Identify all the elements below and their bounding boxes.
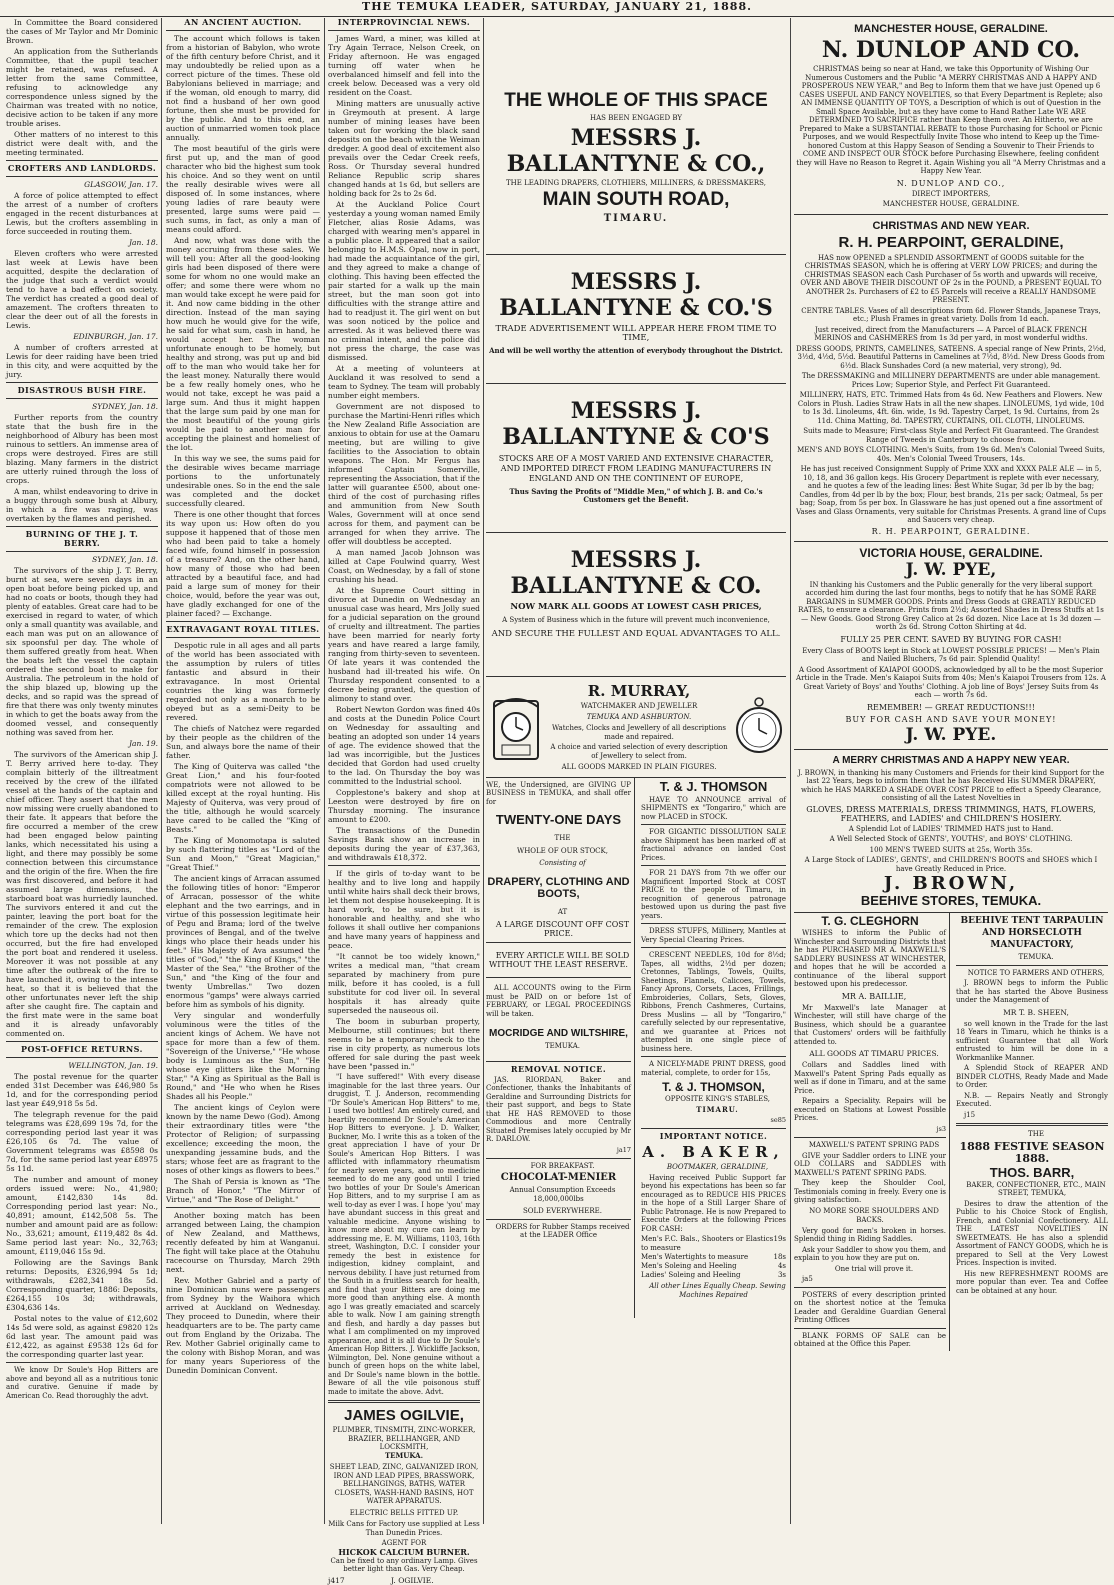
price-item-name: Men's Watertights to measure — [641, 1253, 749, 1261]
ad-trade: WATCHMAKER AND JEWELLER — [580, 702, 698, 710]
ad-body: HAS now OPENED a SPLENDID ASSORTMENT of GOODS suitable for the CHRISTMAS SEASON, which he is offering at VERY LOW PRICES; and during the CHRISTMAS SEASON each Cash Purchaser of 5s worth and upwards will receive, OVER AND ABOVE THEIR DISCOUNT OF 2s in the POUND, a PRESENT EQUAL TO ANOTHER 2s. Purchasers of £2 to £5 Parcels will receive a REALLY HANDSOME PRESENT. — [800, 253, 1102, 304]
clock-icon — [488, 691, 544, 763]
article-heading: DISASTROUS BUSH FIRE. — [17, 385, 147, 395]
ballantyne-ad-1 — [486, 18, 786, 255]
ad-signature: N. DUNLOP AND CO., — [896, 178, 1006, 188]
advertiser-name: T. & J. THOMSON — [659, 778, 768, 794]
advertiser-name: J. W. PYE, — [905, 559, 997, 580]
ad-code: j15 — [964, 1110, 976, 1119]
price-item-price: 18s — [773, 1253, 786, 1261]
article-paragraph: The telegraph revenue for the paid telegrams was £28,699 19s 7d, for the corresponding period last year it was £26,105 6s 7d. The value of Government telegrams was £8598 0s 7d, for the same period last year £8975 5s 11d. — [6, 1110, 158, 1173]
article-heading: INTERPROVINCIAL NEWS. — [337, 17, 471, 27]
ad-body: DRESS GOODS, PRINTS, CAMELINES, SATEENS. A special range of New Prints, 2½d, 3½d, 4½d, 5½d. Beautiful Patterns in Camelines at 7½d, 8½d. New Dress Goods from 6½d. Black Sunshades Cord (a new material, very strong), 9d. — [796, 344, 1106, 370]
price-list — [641, 1235, 786, 1280]
advertiser-name: MESSRS J. BALLANTYNE & CO'S — [502, 397, 770, 450]
ad-signature: R. H. PEARPOINT, GERALDINE. — [871, 526, 1031, 536]
column-rule — [161, 18, 162, 1524]
ad-body: Repairs a Speciality. Repairs will be executed on Stations at Lowest Possible Prices. — [794, 1097, 946, 1122]
ad-body: One trial will prove it. — [834, 1264, 914, 1273]
ad-body: JAS. RIORDAN, Baker and Confectioner, thanks the Inhabitants of Geraldine and Surrounding Districts for their past support, and begs to State that HE HAS REMOVED to those Commodious and more Centrally Situated Premises lately occupied by Mr R. DARLOW. — [486, 1075, 631, 1143]
article-paragraph: The ancient kings of Ceylon were known by the name Dewo (God). Among their extraordinary titles were "the Protector of Religion; of surpassing excellence; exceeding the moon, the unexpanding jessamine buds, and the stars; whose feet are as fragrant to the noses of other kings as flowers to bees." — [166, 1103, 320, 1175]
article-paragraph: The boom in suburban property, Melbourne, still continues; but there seems to be a temporary check to the rise in city property, as numerous lots offered for sale during the past week have been "passed in." — [328, 1017, 480, 1071]
advertiser-name: A. BAKER, — [642, 1143, 785, 1161]
ad-body: MEN'S AND BOYS CLOTHING. Men's Suits, from 19s 6d. Men's Colonial Tweed Suits, 40s. Men's Colonial Tweed Trousers, 14s. — [797, 446, 1105, 463]
ad-product: HICKOK CALCIUM BURNER. — [338, 1546, 470, 1557]
article-paragraph: The King of Monomotapa is saluted by such flattering titles as "Lord of the Sun and Moon," "Great Magician," "Great Thief." — [166, 836, 320, 872]
ad-body: FOR GIGANTIC DISSOLUTION SALE above Shipment has been marked off at fractional advance on landed Cost Prices. — [641, 828, 786, 862]
dateline: SYDNEY, Jan. 18. — [92, 555, 158, 564]
ad-body: AT — [557, 907, 568, 916]
price-item-name: Men's Soleing and Heeling — [641, 1262, 737, 1270]
ad-body: BUY FOR CASH AND SAVE YOUR MONEY! — [845, 714, 1057, 724]
dateline: GLASGOW, Jan. 17. — [84, 180, 158, 189]
article-paragraph: A man named Jacob Johnson was killed at Cape Foulwind quarry, West Coast, on Wednesday, by a fall of stone crushing his head. — [328, 548, 480, 584]
article-paragraph: The King of Quiterva was called "the Great Lion," and his four-footed compatriots were not allowed to be killed except at the royal hunting. His Majesty of Quiterva, was very proud of the title, although he would scarcely have cared to be called the "King of Beasts." — [166, 762, 320, 834]
article-paragraph: An application from the Sutherlands Committee, that the pupil teacher might be retained, was refused. A letter from the same Committee, refusing to acknowledge any correspondence unless signed by the Chairman was treated with no notice, decisive action to be taken if any more trouble arises. — [6, 47, 158, 128]
ad-town: TIMARU. — [603, 213, 669, 224]
article-paragraph: The account which follows is taken from a historian of Babylon, who wrote of the fifth century before Christ, and it may undoubtedly be relied upon as a correct picture of the times. These old Babylonians believed in marriage; and if the woman, old enough to marry, did not find a husband of her own good fortune, then she must be provided for by the public. And to this end, an auction of unmarried women took place annually. — [166, 34, 320, 142]
ad-body: Milk Cans for Factory use supplied at Less Than Dunedin Prices. — [328, 1520, 480, 1537]
ad-body: MR T. B. SHEEN, — [1003, 1007, 1069, 1017]
lower-ad-block — [486, 778, 786, 1318]
article-paragraph: Copplestone's bakery and shop at Leeston were destroyed by fire on Thursday morning. The insurance amount to £200. — [328, 788, 480, 824]
ad-body: N.B. — Repairs Neatly and Strongly Executed. — [956, 1091, 1108, 1108]
ad-headline: IMPORTANT NOTICE. — [659, 1131, 768, 1141]
article-paragraph: Following are the Savings Bank returns: Deposits, £326,994 5s 1d; withdrawals, £282,341 18s 5d. Corresponding quarter, 1886: Deposits, £264,155 10s 3d; withdrawals, £304,636 14s. — [6, 1258, 158, 1312]
ad-body: Annual Consumption Exceeds 18,000,000lbs — [509, 1186, 616, 1203]
advertiser-name: R. MURRAY, — [587, 682, 691, 700]
ad-body: Desires to draw the attention of the Public to his Choice Stock of English, French, and Colonial Confectionery. ALL THE LATEST NOVELTIES IN SWEETMEATS. He has also a splendid Assortment of FANCY GOODS, which he is prepared to Sell at the Very Lowest Prices. Inspection is invited. — [956, 1199, 1108, 1267]
price-row — [641, 1235, 786, 1253]
ballantyne-ad-3 — [486, 384, 786, 533]
article-heading: POST-OFFICE RETURNS. — [21, 1044, 143, 1054]
ad-body: Collars and Saddles lined with Maxwell's Patent Spring Pads equally as well as if done in Timaru, and at the same Price. — [794, 1061, 946, 1095]
article-paragraph: The Shah of Persia is known as "The Branch of Honor," "The Mirror of Virtue," and "The Rose of Delight." — [166, 1177, 320, 1204]
article-paragraph: If the girls of to-day want to be healthy and to live long and happily until white hairs shall deck their brows, let them not despise housekeeping. It is hard work, to be sure, but it is honorable and healthy, and she who follows it shall outlive her companions and have many years of happiness and peace. — [328, 869, 480, 950]
advertiser-name: T. & J. THOMSON, — [662, 1080, 765, 1094]
article-heading: CROFTERS AND LANDLORDS. — [7, 163, 157, 173]
ad-body: HAS BEEN ENGAGED BY — [590, 114, 682, 122]
article-paragraph: "It cannot be too widely known," writes a medical man, "that cream separated by machinery from pure milk, before it has cooled, is a full substitute for cod liver oil. In several hospitals it has already quite superseded the nauseous oil. — [328, 952, 480, 1015]
ad-body: SHEET LEAD, ZINC, GALVANIZED IRON, IRON AND LEAD PIPES, BRASSWORK, BELLHANGINGS, BATHS, WATER CLOSETS, WASH-HAND BASINS, HOT WATER APPARATUS. — [329, 1463, 479, 1505]
ad-headline: BEEHIVE TENT TARPAULIN AND HORSECLOTH MANUFACTORY, — [960, 916, 1104, 950]
price-row — [641, 1262, 786, 1271]
ad-body: Mr Maxwell's late Manager at Winchester, will still have charge of the Business, which should be a guarantee that Customers' orders will be faithfully attended to. — [794, 1003, 946, 1046]
ad-code: js3 — [936, 1124, 946, 1133]
ballantyne-ad-2 — [486, 255, 786, 384]
ad-body: A Large Stock of LADIES', GENTS', and CHILDREN'S BOOTS and SHOES which I have Greatly Reduced in Price. — [804, 856, 1098, 873]
article-paragraph: Mining matters are unusually active in Greymouth at present. A large number of mining leases have been taken out for working the black sand deposits on the beach with the Weiman dredger. A good deal of excitement also prevails over the Cedar Creek reefs, Ross. Or Thursday several hundred Reliance Republic scrip shares changed hands at 1s 6d, but sellers are holding back for 2s to 2s 6d. — [328, 99, 480, 198]
ad-headline: DRAPERY, CLOTHING AND BOOTS, — [487, 875, 630, 900]
ad-body: GIVE your Saddler orders to LINE your OLD COLLARS and SADDLES with MAXWELL'S PATENT SPRING PADS. — [794, 1151, 946, 1177]
column-1 — [6, 18, 158, 1524]
ad-body: WE, the Undersigned, are GIVING UP BUSINESS in TEMUKA, and shall offer for — [486, 780, 631, 806]
ad-headline: VICTORIA HOUSE, GERALDINE. — [859, 545, 1043, 560]
advertiser-name: R. H. PEARPOINT, GERALDINE, — [838, 233, 1064, 251]
price-item-name: Ladies' Soleing and Heeling — [641, 1271, 741, 1279]
ad-body: THE LEADING DRAPERS, CLOTHIERS, MILLINERS, & DRESSMAKERS, — [506, 178, 766, 187]
dunlop-ad — [794, 18, 1108, 215]
dateline: WELLINGTON, Jan. 19. — [68, 1061, 158, 1070]
article-heading: AN ANCIENT AUCTION. — [184, 17, 302, 27]
cleghorn-ad — [794, 913, 950, 1351]
ad-body: HAVE TO ANNOUNCE arrival of SHIPMENTS ex "Tongariro," which are now PLACED in STOCK. — [641, 795, 786, 821]
ad-body: They keep the Shoulder Cool, Testimonials coming in freely. Every one is giving satisfaction. — [794, 1179, 946, 1204]
ad-address: OPPOSITE KING'S STABLES, — [665, 1095, 770, 1103]
ad-body: CHRISTMAS being so near at Hand, we take this Opportunity of Wishing Our Numerous Customers and the Public "A MERRY CHRISTMAS AND A HAPPY AND PROSPEROUS NEW YEAR," and Beg to Inform them that we have just Opened up 6 CASES USEFUL AND FANCY NOVELTIES, so that Every Department is Replete; also AN IMMENSE QUANTITY OF TOYS, a Description of which is out of Question in the Small Space Available, but as they have come to Hand Rather Late WE ARE DETERMINED TO SACRIFICE rather than Keep them over. An Hitherto, we are Prepared to Make a SUBSTANTIAL REBATE to those Purchasing for School or Picnic Purposes, and we would Respectfully Invite Those who intend to Keep up the Time-honored Custom at this Happy Season of Sending a Souvenir to Their Friends to COME AND INSPECT OUR STOCK before Purchasing Elsewhere, feeling confident they will Have no Reason to Regret it. Again Wishing you all "A Merry Christmas and a Happy New Year. — [796, 65, 1106, 175]
ad-body: The DRESSMAKING and MILLINERY DEPARTMENTS are under able management. Prices Low; Superior Style, and Perfect Fit Guaranteed. — [801, 372, 1101, 389]
article-paragraph: At the Supreme Court sitting in divorce at Dunedin on Wednesday an unusual case was heard, Mrs Jolly sued for a judicial separation on the ground of cruelty and illtreatment. The parties have been married for nearly forty years and have reared a large family, ranging from thirty-seven to seventeen. Of late years it was contended the husband had ill-treated his wife. On Thursday respondent consented to a decree being granted, the question of alimony to stand over. — [328, 586, 480, 703]
ad-body: He has just received Consignment Supply of Prime XXX and XXXX PALE ALE — in 5, 10, 18, and 36 gallon kegs. His Grocery Department is replete with ever necessary, and he quotes a few of the leading lines: Best White Sugar, 3d per lb by the bag; Candles, from 4d per lb by the box; Flour, best brands, 21s per sack; Oatmeal, 5s per bag; Soap, from 5s per box. In Glassware he has just opened out a fine assortment of Vases and Glass Ornaments, very suitable for Christmas Presents. A grand line of Cups and Saucers very cheap. — [796, 465, 1106, 524]
column-rule — [790, 18, 791, 1524]
thomson-ad — [639, 778, 786, 1318]
ad-headline: REMOVAL NOTICE. — [510, 1063, 607, 1074]
ad-body: NO MORE SORE SHOULDERS AND BACKS. — [809, 1206, 939, 1224]
ad-body: DIRECT IMPORTERS, — [911, 189, 991, 198]
article-paragraph: We know Dr Soule's Hop Bitters are above and beyond all as a nutritious tonic and curative. Genuine if made by American Co. Read thoroughly the advt. — [6, 1366, 158, 1400]
ad-headline: THE WHOLE OF THIS SPACE — [504, 90, 768, 111]
ad-address: MANCHESTER HOUSE, GERALDINE. — [882, 200, 1020, 208]
ad-body: FOR 21 DAYS from 7th we offer our Magnificent Imported Stock at COST PRICE to the people of Timaru, in recognition of generous patronage bestowed upon us during the past five years. — [641, 869, 786, 920]
column-4 — [486, 18, 786, 1524]
murray-ad — [486, 677, 786, 778]
ad-body: A Splendid Lot of LADIES' TRIMMED HATS just to Hand. — [848, 824, 1054, 833]
column-2 — [166, 18, 320, 1524]
ad-body: A Good Assortment of KAIAPOI GOODS, acknowledged by all to be the most Superior Article in the Trade. Men's Kaiapoi Suits from 40s; Men's Kaiapoi Trousers from 12s. A Great Variety of Boys' and Youths' Clothing. A job line of Boys' Jersey Suits from 4s each — worth 7s 6d. — [796, 665, 1106, 699]
ad-trade: BOOTMAKER, GERALDINE, — [666, 1163, 769, 1171]
ad-body: All other Lines Equally Cheap. Sewing Machines Repaired — [649, 1282, 786, 1299]
ad-body: Thus Saving the Profits of "Middle Men," of which J. B. and Co.'s Customers get the Benefit. — [509, 486, 763, 504]
article-paragraph: The number and amount of money orders issued were: No., 41,980; amount, £142,830 14s 8d. Corresponding period last year: No., 40,891; amount, £142,508 5s. The number and amount paid are as follow: No., 33,621; amount, £119,482 8s 4d. Same period last year: No., 32,763; amount, £119,046 15s 9d. — [6, 1175, 158, 1256]
lower-ad-block — [794, 913, 1108, 1351]
ad-body: Suits made to Measure; First-class Style and Perfect Fit Guaranteed. The Grandest Range of Tweeds in Canterbury to choose from. — [803, 427, 1099, 444]
ad-trades: PLUMBER, TINSMITH, ZINC-WORKER, BRAZIER, BELLHANGER, AND LOCKSMITH, — [332, 1426, 476, 1451]
ad-body: FOR BREAKFAST. — [530, 1161, 595, 1170]
dateline: Jan. 19. — [128, 739, 158, 748]
price-item-price: 3s — [777, 1271, 786, 1279]
ad-body: POSTERS of every description printed on the shortest notice at the Temuka Leader and Geraldine Guardian General Printing Offices — [794, 1290, 946, 1324]
article-paragraph: And now, what was done with the money accruing from these sales. We will tell you: After all the good-looking girls had been disposed of there were some for whom no one would make an offer; and some there were whom no man would take except he were paid for it. And now came bidding in the other direction. Instead of the man saying how much he would give for the wife, he said for what sum, cash in hand, he would accept her. The woman unfortunate enough to be homely, but healthy and strong, was put up and bid off to the man who would take her for the least money. Naturally there would be a few really homely ones, who he would not take, except he was paid a large sum. And thus it might happen that the large sum paid by one man for the most beautiful of the young girls would be paid to another man for accepting the plainest and homeliest of the lot. — [166, 236, 320, 452]
article-paragraph: There is one other thought that forces its way upon us: How often do you suppose it happened that of those men who had been paid to take a homely faced wife, found himself in possession of a treasure? And, on the other hand, how many of those who had been attracted by a beautiful face, and had paid a large sum of money for their choice, would, before the year was out, have gladly exchanged for one of the plainer faced? — Exchange. — [166, 510, 320, 618]
article-paragraph: The most beautiful of the girls were first put up, and the man of good character who bid the highest sum took his choice. And so they went on until the really desirable wives were all disposed of. In some instances, where young ladies of rare beauty were presented, large sums were paid — such sums, in fact, as only a man of means could afford. — [166, 144, 320, 234]
pye-ad — [794, 542, 1108, 750]
article-paragraph: At the Auckland Police Court yesterday a young woman named Emily Fletcher, alias Rosie Adams, was charged with wearing men's apparel in a public place. It appeared that a sailor belonging to H.M.S. Opal, now in port, had made the acquaintance of the girl, and they agreed to make a change of clothing. This having been effected the pair started for a walk up the main street, but the man soon got into difficulties with the strange attire and had to readjust it. The girl went on but was soon noticed by the police and arrested. As it was believed there was no criminal intent, and the police did not press the charge, the case was dismissed. — [328, 200, 480, 362]
article-paragraph: Eleven crofters who were arrested last week at Lewis have been acquitted, despite the declaration of the judge that such a verdict would tend to have a bad effect on society. The verdict has created a good deal of amazement. The crofters threaten to clear the deer out of all the forests in Lewis. — [6, 249, 158, 330]
ad-body: EVERY ARTICLE WILL BE SOLD WITHOUT THE LEAST RESERVE. — [489, 951, 630, 969]
ad-body: A Splendid Stock of REAPER AND BINDER CLOTHS, Ready Made and Made to Order. — [956, 1064, 1108, 1089]
ad-body: FULLY 25 PER CENT. SAVED BY BUYING FOR CASH! — [840, 634, 1062, 644]
ad-body: DRESS STUFFS, Millinery, Mantles at Very Special Clearing Prices. — [641, 927, 786, 944]
ad-body: REMEMBER! — GREAT REDUCTIONS!!! — [867, 702, 1035, 712]
ad-town: TIMARU. — [696, 1104, 739, 1114]
ad-body: BLANK FORMS OF SALE can be obtained at the Office this Paper. — [794, 1331, 946, 1348]
pocket-watch-icon — [734, 696, 784, 758]
dateline: EDINBURGH, Jan. 17. — [73, 332, 158, 341]
ad-body: CRESCENT NEEDLES, 10d for 8½d; Tapes, all widths, 2½d per dozen; Cretonnes, Tablings, Towels, Quilts, Sheetings, Flannels, Calicoes, Towels, Fancy Aprons, Corsets, Laces, Frillings, Embroideries, Collars, Sets, Gloves, Ribbons, French Cashmeres, Curtains, Dress Muslins — all by "Tongariro," carefully selected by our representative, and we guarantee at Prices not attempted in one single piece of business here. — [641, 951, 786, 1053]
article-paragraph: The survivors of the American ship J. T. Berry arrived here to-day. They complain bitterly of the illtreatment received by the crew of the illfated vessel at the hands of the captain and chief officer. They assert that the men now missing were cruelly abandoned to their fate. It appears that before the fire occurred a member of the crew had been engaged below painting lanks, which necessitated his using a light, and there may possibly be some connection between this circumstance and the origin of the fire. When the fire was first discovered, and before it had assumed large dimensions, the starboard boat was hurriedly launched. The survivors entered it and cut the painter, leaving the port boat for the remainder of the crew. The explosion which tore up the decks had not then occurred, but the fire had enveloped the port boat and rendered it useless. Moreover it was not possible at any time after the outbreak of the fire to have launched it, owing to the intense heat, so that it is believed that the other unfortunates never left the ship after she caught fire. The captain and the first mate were in the same boat and it is already unfavorably commented on. — [6, 750, 158, 1038]
column-5 — [794, 18, 1108, 1524]
advertiser-name: JAMES OGILVIE, — [344, 1407, 464, 1424]
brown-ad — [794, 750, 1108, 914]
ad-body: THE — [554, 834, 571, 842]
ad-headline: CHOCOLAT-MENIER — [500, 1172, 617, 1183]
advertiser-name: J. BROWN, — [883, 873, 1019, 894]
mocridge-ad — [486, 778, 635, 1318]
ad-body: J. BROWN begs to inform the Public that he has started the Above Business under the Management of — [956, 979, 1108, 1004]
ad-body: GLOVES, DRESS MATERIALS, DRESS TRIMMINGS, HATS, FLOWERS, FEATHERS, and LADIES' and CHILDREN'S HOSIERY. — [806, 804, 1096, 823]
ad-body: NOW MARK ALL GOODS AT LOWEST CASH PRICES, — [510, 601, 762, 612]
article-paragraph: James Ward, a miner, was killed at Try Again Terrace, Nelson Creek, on Friday afternoon. He was engaged turning off water when he overbalanced himself and fell into the creek below. Deceased was a very old resident on the Coast. — [328, 34, 480, 97]
article-paragraph: A man, whilst endeavoring to drive in a buggy through some bush at Albury, in which a fire was raging, was overtaken by the flames and perished. — [6, 487, 158, 523]
ad-code: ja5 — [802, 1275, 813, 1283]
ad-body: Can be fixed to any ordinary Lamp. Gives better light than Gas. Very Cheap. — [330, 1556, 478, 1573]
ad-body: THE — [1028, 1130, 1044, 1138]
ad-town: TEMUKA. — [384, 1450, 424, 1460]
ad-body: IN thanking his Customers and the Public generally for the very liberal support accorded him during the last four months, begs to notify that he has SOME RARE BARGAINS in SUMMER GOODS. Prints and Dress Goods at GREATLY REDUCED RATES, to ensure a clearance. Prints from 2½d; Assorted Shades in Dress Stuffs at 1s — New Goods. Good Strong Grey Calico at 2s 6d dozen. Nice Lace at 1s 3d dozen — worth 2s 6d. Strong Cotton Shirting at 4d. — [798, 580, 1104, 631]
article-paragraph: A force of police attempted to effect the arrest of a number of crofters engaged in the recent disturbances at Lewis, but the crofters assembling in force succeeded in routing them. — [6, 191, 158, 236]
ad-body: A LARGE DISCOUNT OFF COST PRICE. — [495, 920, 630, 938]
ad-body: SOLD EVERYWHERE. — [523, 1207, 602, 1215]
price-item-price: 4s — [777, 1262, 786, 1270]
article-paragraph: Postal notes to the value of £12,602 14s 5d were sold, as against £9820 12s 6d last year. The amount paid was £12,422, as against £9538 12s 6d for the corresponding quarter last year. — [6, 1314, 158, 1359]
pearpoint-ad — [794, 215, 1108, 542]
ad-town: TEMUKA. — [544, 1042, 581, 1050]
advertiser-name: T. G. CLEGHORN — [821, 914, 919, 928]
article-paragraph: In this way we see, the sums paid for the desirable wives became marriage portions to the unfortunately undesirable ones. So in the end the sale was completed and the docket successfully cleared. — [166, 454, 320, 508]
article-paragraph: Another boxing match has been arranged between Laing, the champion of New Zealand, and Matthews, recently defeated by him at Wanganui. The fight will take place at the Otahuhu racecourse on Thursday, March 29th next. — [166, 1211, 320, 1274]
article-paragraph: Very singular and wonderfully voluminous were the titles of the ancient kings of Achem. We have not space for more than a few of them. "Sovereign of the Universe," "He whose body is Luminous as the Sun," "He whose eye glitters like the Morning Star," "A King as Spiritual as the Ball is Round," and "He who when he Rises Shades all his People." — [166, 1011, 320, 1101]
ad-body: A System of Business which in the future will prevent much inconvenience, — [502, 615, 770, 624]
ad-body: STOCKS ARE OF A MOST VARIED AND EXTENSIVE CHARACTER, AND IMPORTED DIRECT FROM LEADING MANUFACTURERS IN ENGLAND AND ON THE CONTINENT OF EUROPE, — [498, 453, 774, 483]
ad-body: A choice and varied selection of every description of Jewellery to select from. — [550, 743, 728, 760]
ad-body: A NICELY-MADE PRINT DRESS, good material, complete, to order for 15s, — [641, 1060, 786, 1077]
ad-body: WISHES to inform the Public of Winchester and Surrounding Districts that he has PURCHASED MR A. MAXWELL'S SADDLERY BUSINESS AT WINCHESTER, and hopes that he will be accorded a continuance of the liberal support bestowed upon his predecessor. — [794, 929, 946, 988]
article-paragraph: The transactions of the Dunedin Savings Bank show an increase in deposits during the year of £37,363, and withdrawals £18,372. — [328, 826, 480, 862]
advertiser-name: MESSRS J. BALLANTYNE & CO. — [510, 546, 762, 599]
ad-body: Watches, Clocks and Jewellery of all descriptions made and repaired. — [551, 724, 727, 741]
ad-body: ALL GOODS AT TIMARU PRICES. — [809, 1049, 939, 1058]
ad-body: MR A. BAILLIE, — [841, 991, 907, 1001]
ad-body: NOTICE TO FARMERS AND OTHERS, — [967, 968, 1105, 977]
ad-body: AND SECURE THE FULLEST AND EQUAL ADVANTAGES TO ALL. — [491, 629, 781, 639]
ad-town: TEMUKA. — [1018, 953, 1054, 961]
ad-body: ALL GOODS MARKED IN PLAIN FIGURES. — [561, 763, 717, 771]
price-row — [641, 1271, 786, 1280]
price-item-price: 19s — [773, 1235, 786, 1243]
article-paragraph: Further reports from the country state that the bush fire in the neighborhood of Albury has been most ruinous to settlers. An immense area of crops were destroyed. Fires are still blazing. Many farmers in the district are utterly ruined through the loss of crops. — [6, 413, 158, 485]
ad-code: j417 — [328, 1575, 345, 1585]
article-paragraph: Government are not disposed to purchase the Martini-Henri rifles which the New Zealand Rifle Association are anxious to obtain for use at the Oamaru meeting, but are willing to give facilities to the Association to obtain weapons. The Hon. Mr Fergus has informed Captain Somerville, representing the Association, that if the latter will guarantee £500, about one-third of the cost of purchasing rifles and ammunition from New South Wales, Government will at once send across for them, and payment can be arranged for when they arrive. The offer will doubtless be accepted. — [328, 402, 480, 546]
article-paragraph: In Committee the Board considered the cases of Mr Taylor and Mr Dominic Brown. — [6, 18, 158, 45]
ad-headline: MAIN SOUTH ROAD, — [542, 189, 730, 210]
article-paragraph: Other matters of no interest to this district were dealt with, and the meeting terminated. — [6, 130, 158, 157]
advertiser-name: THOS. BARR, — [989, 1164, 1075, 1180]
article-paragraph: Despotic rule in all ages and all parts of the world has been associated with the assumption by rulers of titles fantastic and absurd in their extravagance. In most Oriental countries the king was formerly regarded not only as a monarch to be obeyed but as a semi-Deity to be revered. — [166, 641, 320, 722]
masthead: THE TEMUKA LEADER, SATURDAY, JANUARY 21, 1888. — [0, 0, 1114, 17]
article-paragraph: The ancient kings of Arracan assumed the following titles of honor: "Emperor of Arracan, possessor of the white elephant and the two earrings, and in virtue of this possession legitimate heir of Pegu and Brama; lord of the twelve provinces of Bengal, and of the twelve kings who place their heads under his feet." His Majesty of Ava assumed the titles of "God," "the King of Kings," "the Master of the Sea," "the Brother of the Sun," and "the King of the four and twenty Umbrellas." Two dozen enormous "gamps" were always carried before him as symbols of his dignity. — [166, 874, 321, 1009]
ad-address: BEEHIVE STORES, TEMUKA. — [860, 893, 1042, 908]
advertorial: "I have suffered!" With every disease imaginable for the last three years. Our druggist, T. J. Anderson, recommending "Dr Soule's American Hop Bitters" to me, I used two bottles! Am entirely cured, and heartily recommend Dr Soule's American Hop Bitters to everyone. J. D. Walker, Buckner, Mo. I write this as a token of the great appreciation I have of your Dr Soule's American Hop Bitters. I was afflicted with inflammatory rheumatism for nearly seven years, and no medicine seemed to do me any good until I tried two bottles of your Dr Soule's American Hop Bitters, and to my surprise I am as well to-day as ever I was. I hope 'you' may have abundant success in this great and valuable medicine. Anyone wishing to know more about my cure can learn by addressing me, E. M. Williams, 1103, 16th street, Washington, D.C. I consider your remedy the best in existence for indigestion, kidney complaint, and nervous debility. I have just returned from the South in a fruitless search for health, and find that your Bitters are doing me more good than anything else. A month ago I was greatly emaciated and scarcely able to walk. Now I am gaining strength and flesh, and hardly a day passes but what I am complimented on my improved appearance, and it is all due to Dr Soule's American Hop Bitters. J. Wickliffe Jackson, Wilmington, Del. None genuine without a bunch of green hops on the white label, and Dr Soule's name blown in the bottle. Beware of all the vile poisonous stuff made to imitate the above. Advt. — [328, 1073, 480, 1396]
ad-body: Very good for men's broken in horses. Splendid thing in Riding Saddles. — [794, 1226, 946, 1243]
ad-body: Just received, direct from the Manufacturers — A Parcel of BLACK FRENCH MERINOS and CASHMERES from 1s 3d per yard, in most wonderful widths. — [814, 325, 1088, 342]
ad-body: Ask your Saddler to show you them, and explain to you how they are put on. — [794, 1245, 946, 1262]
article-paragraph: Robert Newton Gordon was fined 40s and costs at the Dunedin Police Court on Wednesday for assaulting and beating an adopted son under 14 years of age. The evidence showed that the lad was incorrigible, but the Justices decided that Gordon had used cruelty to the lad. On Thursday the boy was committed to the Industrial school. — [328, 705, 480, 786]
ad-body: AGENT FOR — [381, 1539, 427, 1547]
ad-trade: BAKER, CONFECTIONER, ETC., MAIN STREET, TEMUKA, — [966, 1180, 1106, 1197]
article-paragraph: A number of crofters arrested at Lewis for deer raiding have been tried in this city, and were acquitted by the jury. — [6, 343, 158, 379]
ad-body: CENTRE TABLES. Vases of all descriptions from 6d. Flower Stands, Japanese Trays, etc.; Plush Frames in great variety. Dolls from 1d each. — [801, 306, 1101, 323]
ad-headline: MAXWELL'S PATENT SPRING PADS — [808, 1140, 940, 1149]
article-heading: BURNING OF THE J. T. BERRY. — [25, 529, 139, 548]
ad-body: so well known in the Trade for the last 18 Years in Timaru, which he thinks is a sufficient Guarantee that all Work entrusted to him will be done in a Workmanlike Manner. — [956, 1019, 1108, 1062]
ad-body: Every Class of BOOTS kept in Stock at LOWEST POSSIBLE PRICES! — Men's Plain and Nailed Bluchers, 7s 6d pair. Splendid Quality! — [802, 646, 1100, 663]
ad-body: 100 MEN'S TWEED SUITS at 25s, Worth 35s. — [869, 845, 1033, 854]
ad-town: TEMUKA AND ASHBURTON. — [586, 712, 692, 721]
ad-body: TRADE ADVERTISEMENT WILL APPEAR HERE FROM TIME TO TIME, — [495, 324, 777, 343]
beehive-ad — [954, 913, 1108, 1351]
ad-body: And will be well worthy the attention of everybody throughout the District. — [489, 346, 783, 355]
article-paragraph: The postal revenue for the quarter ended 31st December was £46,980 5s 1d, and for the corresponding period last year £49,918 5s 5d. — [6, 1072, 158, 1108]
ad-headline: MANCHESTER HOUSE, GERALDINE. — [854, 23, 1048, 35]
dateline: SYDNEY, Jan. 18. — [92, 402, 158, 411]
ad-body: WHOLE OF OUR STOCK, — [517, 846, 608, 855]
ad-body: ELECTRIC BELLS FITTED UP. — [349, 1508, 459, 1517]
dateline: Jan. 18. — [128, 238, 158, 247]
advertiser-name: N. DUNLOP AND CO. — [821, 37, 1081, 63]
article-paragraph: At a meeting of volunteers at Auckland it was resolved to send a team to Sydney. The team will probably number eight members. — [328, 364, 480, 400]
ad-code: ja17 — [616, 1145, 631, 1154]
column-3 — [328, 17, 480, 1585]
advertiser-name: MESSRS J. BALLANTYNE & CO.'S — [499, 269, 773, 321]
column-rule — [324, 18, 325, 1524]
ad-body: His new REFRESHMENT ROOMS are more popular than ever. Tea and Coffee can be obtained at any hour. — [956, 1269, 1108, 1295]
ad-body: MILLINERY, HATS, ETC. Trimmed Hats from 4s 6d. New Feathers and Flowers. New Colors in Plush. Ladies Straw Hats in all the new shapes. LINOLEUMS, 1yd wide, 10d to 1s 3d. Linoleums, 4ft. 6in. wide, 1s 9d. Tapestry Carpet, 1s 9d. Curtains, from 2s 11d. China Matting, 8d. TAPESTRY, CURTAINS, OIL CLOTH, LINOLEUMS. — [797, 391, 1105, 425]
column-rule — [483, 18, 484, 1524]
ad-body: A Well Selected Stock of GENTS', YOUTHS', and BOYS' CLOTHING. — [829, 835, 1073, 843]
article-heading: EXTRAVAGANT ROYAL TITLES. — [166, 624, 320, 634]
ad-signature: J. W. PYE. — [905, 724, 997, 745]
article-paragraph: Rev. Mother Gabriel and a party of nine Dominican nuns were passengers from Sydney by the Waihora which arrived at Auckland on Wednesday. They proceed to Dunedin, where their headquarters are to be. The party came out from England by the Orizaba. The Rev. Mother Gabriel originally came to the colony with Bishop Moran, and was for many years Superioress of the Dunedin Dominican Convent. — [166, 1276, 320, 1375]
ad-headline: CHRISTMAS AND NEW YEAR. — [872, 219, 1030, 232]
ad-body: ALL ACCOUNTS owing to the Firm must be PAID on or before 1st of FEBRUARY, or LEGAL PROCEEDINGS will be taken. — [486, 984, 631, 1018]
ad-body: Consisting of — [539, 859, 586, 867]
ad-code: se85 — [770, 1116, 786, 1124]
ogilvie-advertisement — [328, 1407, 480, 1585]
price-item-name: Men's F.C. Bals., Shooters or Elastics to measure — [641, 1235, 774, 1252]
article-paragraph: The chiefs of Natchez were regarded by their people as the children of the Sun, and always bore the name of their father. — [166, 724, 320, 760]
ad-headline: A MERRY CHRISTMAS AND A HAPPY NEW YEAR. — [832, 754, 1070, 766]
advertiser-name: MESSRS J. BALLANTYNE & CO., — [506, 124, 766, 177]
advertiser-name: MOCRIDGE AND WILTSHIRE, — [489, 1028, 628, 1039]
ad-body: J. BROWN, in thanking his many Customers and Friends for their kind Support for the last 22 Years, begs to inform them that he has Received His SUMMER DRAPERY, which he HAS MARKED A SHADE OVER COST PRICE to effect a Speedy Clearance, consisting of all the Latest Novelties in — [797, 768, 1105, 802]
price-row — [641, 1253, 786, 1262]
ad-headline: 1888 FESTIVE SEASON 1888. — [959, 1139, 1105, 1165]
article-paragraph: The survivors of the ship J. T. Berry, burnt at sea, were seven days in an open boat before being picked up, and had no coats or boots, though they had plenty of eatables. Great care had to be exercised in regard to water, of which only a small quantity was available, and each man was put on an allowance of six spoonsful per day. The whole of them suffered greatly from heat. When the boats left the vessel the captain ordered the second boat to make for Australia. The petroleum in the hold of the ship blazed up, blowing up the decks, and so rapid was the spread of fire that there was only twenty minutes in which to get the boats away from the doomed vessel, and consequently nothing was saved from her. — [6, 566, 158, 737]
ballantyne-ad-4 — [486, 533, 786, 678]
ad-headline: TWENTY-ONE DAYS — [495, 812, 622, 827]
ad-body: ORDERS for Rubber Stamps received at the LEADER Office — [495, 1222, 630, 1239]
ad-body: Having received Public Support far beyond his expectations has been so far encouraged as to REDUCE HIS PRICES in the hope of a Still Larger Share of Public Patronage. He is now Prepared to Execute Orders at the following Prices FOR CASH: — [641, 1173, 786, 1233]
ad-signature: J. OGILVIE. — [391, 1575, 434, 1585]
